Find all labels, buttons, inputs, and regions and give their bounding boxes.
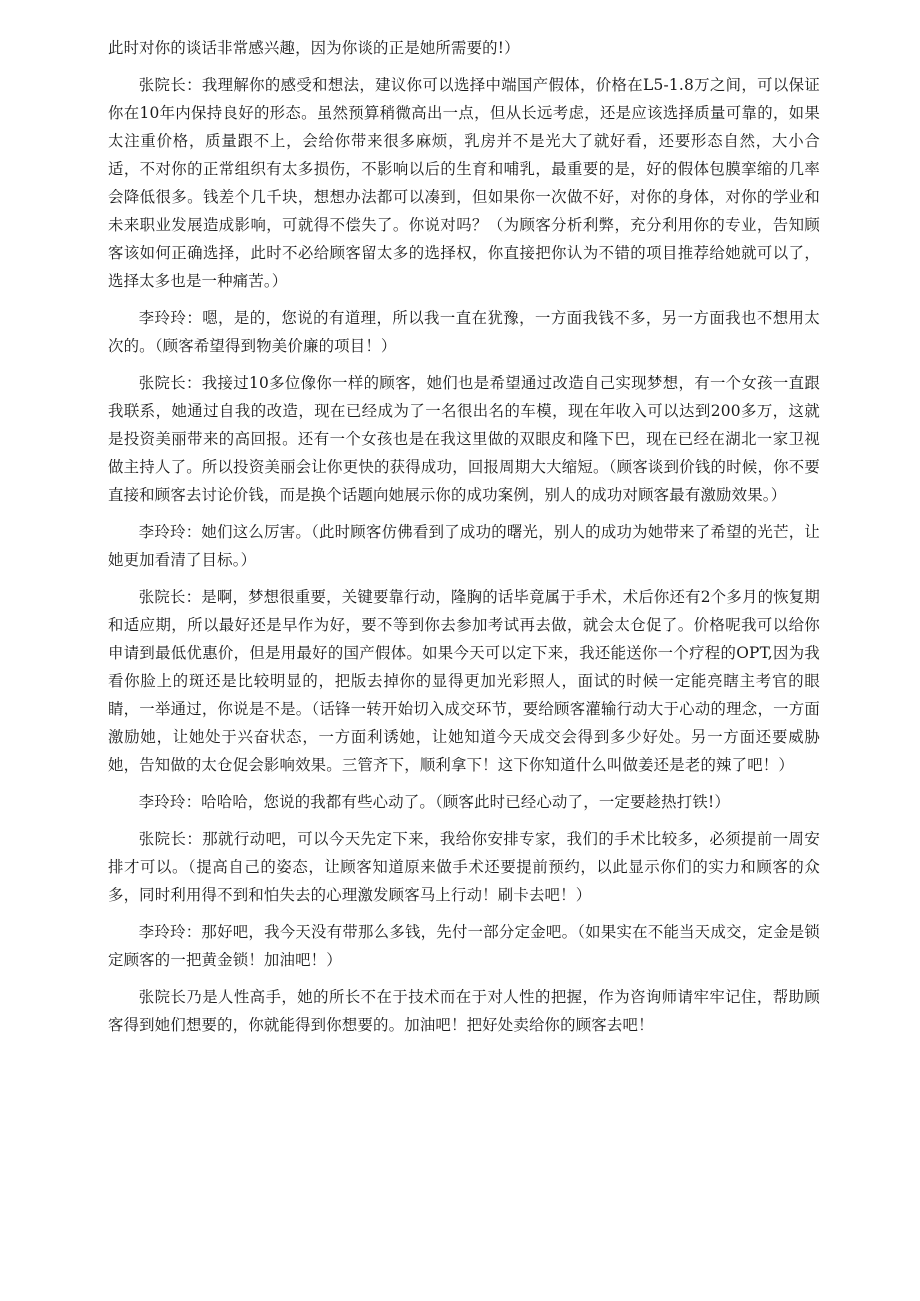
paragraph-li-lingling-3: 李玲玲：哈哈哈，您说的我都有些心动了。（顾客此时已经心动了，一定要趁热打铁!） [138, 793, 730, 811]
paragraph-dean-zhang-3: 张院长：是啊，梦想很重要，关键要靠行动，隆胸的话毕竟属于手术，术后你还有2个多月的恢复期和适应期，所以最好还是早作为好，要不等到你去参加考试再去做，就会太仓促了。价格呢我可以给你申请到最低优惠价，但是用最好的国产假体。如果今天可以定下来，我还能送你一个疗程的OPT,因为我看你脸上的斑还是比较明显的，把版去掉你的显得更加光彩照人，面试的时候一定能亮瞎主考官的眼睛，一举通过，你说是不是。（话锋一转开始切入成交环节，要给顾客灌输行动大于心动的理念，一方面激励她，让她处于兴奋状态，一方面利诱她，让她知道今天成交会得到多少好处。另一方面还要威胁她，告知做的太仓促会影响效果。三管齐下，顺利拿下！这下你知道什么叫做姜还是老的辣了吧！） [108, 588, 820, 774]
paragraph-conclusion: 张院长乃是人性高手，她的所长不在于技术而在于对人性的把握，作为咨询师请牢牢记住，帮助顾客得到她们想要的，你就能得到你想要的。加油吧！把好处卖给你的顾客去吧！ [108, 988, 820, 1034]
paragraph-li-lingling-2: 李玲玲：她们这么厉害。（此时顾客仿佛看到了成功的曙光，别人的成功为她带来了希望的光芒，让她更加看清了目标。） [108, 523, 820, 569]
paragraph-li-lingling-1: 李玲玲：嗯，是的，您说的有道理，所以我一直在犹豫，一方面我钱不多，另一方面我也不想用太次的。（顾客希望得到物美价廉的项目！） [108, 309, 820, 355]
paragraph-dean-zhang-4: 张院长：那就行动吧，可以今天先定下来，我给你安排专家，我们的手术比较多，必须提前一周安排才可以。（提高自己的姿态，让顾客知道原来做手术还要提前预约，以此显示你们的实力和顾客的众多，同时利用得不到和怕失去的心理激发顾客马上行动！刷卡去吧！） [108, 830, 820, 904]
paragraph-li-lingling-4: 李玲玲：那好吧，我今天没有带那么多钱，先付一部分定金吧。（如果实在不能当天成交，定金是锁定顾客的一把黄金锁！加油吧！） [108, 923, 820, 969]
paragraph-continuation: 此时对你的谈话非常感兴趣，因为你谈的正是她所需要的!） [108, 39, 520, 57]
paragraph-dean-zhang-2: 张院长：我接过10多位像你一样的顾客，她们也是希望通过改造自己实现梦想，有一个女孩一直跟我联系，她通过自我的改造，现在已经成为了一名很出名的车模，现在年收入可以达到200多万，这就是投资美丽带来的高回报。还有一个女孩也是在我这里做的双眼皮和隆下巴，现在已经在湖北一家卫视做主持人了。所以投资美丽会让你更快的获得成功，回报周期大大缩短。（顾客谈到价钱的时候，你不要直接和顾客去讨论价钱，而是换个话题向她展示你的成功案例，别人的成功对顾客最有激励效果。） [108, 374, 820, 504]
paragraph-dean-zhang-1: 张院长：我理解你的感受和想法，建议你可以选择中端国产假体，价格在L5-1.8万之间，可以保证你在10年内保持良好的形态。虽然预算稍微高出一点，但从长远考虑，还是应该选择质量可靠的，如果太注重价格，质量跟不上，会给你带来很多麻烦，乳房并不是光大了就好看，还要形态自然，大小合适，不对你的正常组织有太多损伤，不影响以后的生育和哺乳，最重要的是，好的假体包膜挛缩的几率会降低很多。钱差个几千块，想想办法都可以凑到，但如果你一次做不好，对你的身体，对你的学业和未来职业发展造成影响，可就得不偿失了。你说对吗？（为顾客分析利弊，充分利用你的专业，告知顾客该如何正确选择，此时不必给顾客留太多的选择权，你直接把你认为不错的项目推荐给她就可以了，选择太多也是一种痛苦。） [108, 76, 820, 290]
document-page [108, 34, 820, 1048]
